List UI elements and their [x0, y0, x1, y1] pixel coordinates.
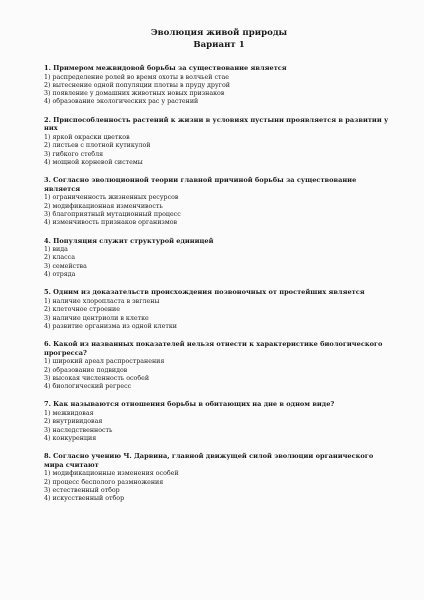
answer-option: 4) развитие организма из одной клетки: [44, 322, 177, 330]
question-block: [44, 452, 394, 503]
answer-option: 3) благоприятный мутационный процесс: [44, 210, 181, 218]
answer-option: 1) ограниченность жизненных ресурсов: [44, 194, 179, 202]
answer-option: 3) гибкого стебля: [44, 150, 104, 158]
question-block: [44, 237, 394, 280]
variant-label: Вариант 1: [193, 40, 245, 50]
answer-option: 2) листьев с плотной кутикулой: [44, 142, 151, 150]
answer-option: 3) высокая численность особей: [44, 374, 150, 382]
answer-option: 1) распределение ролей во время охоты в волчьей стае: [44, 73, 229, 81]
answer-option: 4) искусственный отбор: [44, 495, 125, 503]
answer-option: 1) широкий ареал распространения: [44, 358, 165, 366]
answer-option: 1) вида: [44, 246, 68, 254]
answer-option: 3) естественный отбор: [44, 487, 120, 495]
question-block: [44, 176, 394, 227]
answer-option: 1) наличие хлоропласта в эвглены: [44, 297, 160, 305]
answer-option: 2) класса: [44, 254, 75, 262]
question-block: [44, 340, 394, 391]
answer-option: 2) модификационная изменчивость: [44, 202, 163, 210]
answer-option: 3) появление у домашних животных новых признаков: [44, 90, 225, 98]
answer-option: 4) конкуренция: [44, 434, 97, 442]
question-text: 3. Согласно эволюционной теории главной причиной борьбы за существование является: [44, 176, 357, 193]
question-text: 8. Согласно учению Ч. Дарвина, главной движущей силой эволюции органического мира считают: [44, 452, 374, 469]
answer-option: 3) семейства: [44, 262, 87, 270]
question-block: [44, 288, 394, 331]
answer-option: 2) образование подвидов: [44, 366, 128, 374]
answer-option: 2) процесс бесполого размножения: [44, 478, 164, 486]
answer-option: 4) биологический регресс: [44, 383, 132, 391]
answer-option: 1) межвидовая: [44, 410, 94, 418]
question-text: 4. Популяция служит структурой единицей: [44, 236, 214, 245]
answer-option: 3) наследственность: [44, 426, 113, 434]
question-block: [44, 64, 394, 107]
question-text: 5. Одним из доказательств происхождения позвоночных от простейших является: [44, 288, 365, 297]
answer-option: 1) яркой окраски цветков: [44, 133, 130, 141]
answer-option: 2) клеточное строение: [44, 306, 120, 314]
question-block: [44, 400, 394, 443]
page-title: Эволюция живой природы: [150, 28, 288, 38]
question-text: 7. Как называются отношения борьбы в обитающих на дне в одном виде?: [44, 400, 335, 409]
answer-option: 3) наличие центриоли в клетке: [44, 314, 149, 322]
answer-option: 4) мощной корневой системы: [44, 158, 143, 166]
answer-option: 2) внутривидовая: [44, 418, 103, 426]
answer-option: 4) изменчивость признаков организмов: [44, 219, 178, 227]
answer-option: 1) модификационные изменения особей: [44, 470, 179, 478]
question-text: 2. Приспособленность растений к жизни в условиях пустыни проявляется в развитии у них: [44, 115, 389, 133]
answer-option: 4) образование экологических рас у растений: [44, 98, 199, 106]
question-text: 6. Какой из названных показателей нельзя отнести к характеристике биологического прогресса?: [44, 340, 383, 357]
question-block: [44, 116, 394, 167]
question-list: [44, 64, 394, 504]
answer-option: 2) вытеснение одной популяции плотвы в пруду другой: [44, 81, 230, 89]
question-text: 1. Примером межвидовой борьбы за существование является: [44, 64, 287, 72]
answer-option: 4) отряда: [44, 271, 76, 279]
